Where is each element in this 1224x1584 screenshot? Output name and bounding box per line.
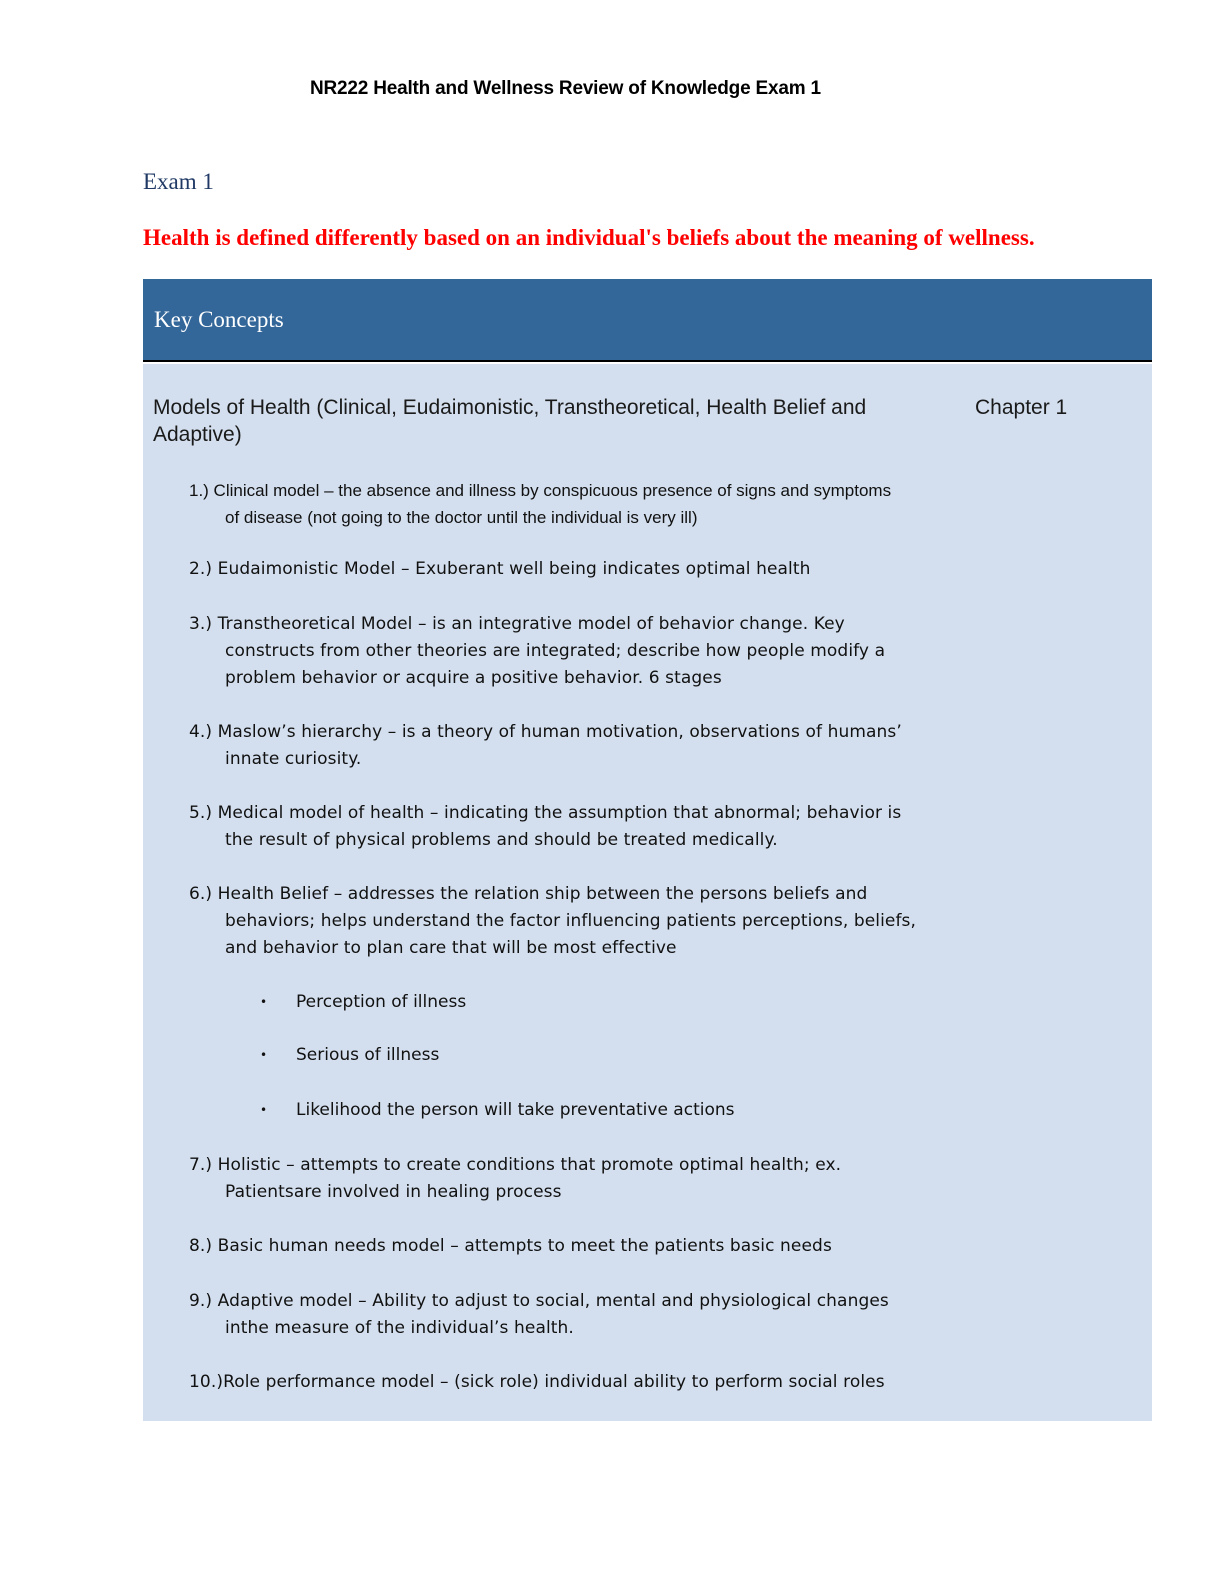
list-item-continuation: inthe measure of the individual’s health.: [225, 1318, 574, 1338]
list-item-continuation: behaviors; helps understand the factor influencing patients perceptions, beliefs, and behavior to plan care that will be most effective: [225, 911, 917, 958]
list-item-first-line: 10.)Role performance model – (sick role) individual ability to perform social roles: [189, 1372, 885, 1392]
list-item-continuation: innate curiosity.: [225, 749, 362, 769]
bullet-icon: •: [260, 1103, 268, 1117]
list-item: [189, 881, 949, 962]
bullet-text: Serious of illness: [296, 1045, 440, 1065]
list-item-first-line: 2.) Eudaimonistic Model – Exuberant well being indicates optimal health: [189, 559, 811, 579]
list-item-first-line: 5.) Medical model of health – indicating the assumption that abnormal; behavior is: [189, 803, 902, 823]
list-item: [189, 556, 949, 583]
list-item-continuation: the result of physical problems and should be treated medically.: [225, 830, 778, 850]
list-item-first-line: 4.) Maslow’s hierarchy – is a theory of human motivation, observations of humans’: [189, 722, 902, 742]
section-title: Models of Health (Clinical, Eudaimonistic, Transtheoretical, Health Belief and Adaptive): [153, 396, 867, 446]
list-item: [189, 1288, 949, 1342]
list-item-continuation: constructs from other theories are integrated; describe how people modify a problem behavior or acquire a positive behavior. 6 stages: [225, 641, 886, 688]
list-item: [189, 1369, 949, 1396]
bullet-icon: •: [260, 995, 268, 1009]
list-item: [189, 1152, 949, 1206]
table-body: [143, 364, 1152, 1421]
list-item: [189, 611, 949, 692]
list-item-first-line: 1.) Clinical model – the absence and illness by conspicuous presence of signs and symptoms: [189, 481, 892, 500]
document-title: NR222 Health and Wellness Review of Knowledge Exam 1: [310, 78, 821, 99]
exam-heading: Exam 1: [143, 169, 214, 194]
list-item-first-line: 9.) Adaptive model – Ability to adjust to social, mental and physiological changes: [189, 1291, 889, 1311]
bullet-text: Likelihood the person will take preventative actions: [296, 1100, 735, 1120]
list-item-first-line: 7.) Holistic – attempts to create conditions that promote optimal health; ex.: [189, 1155, 842, 1175]
health-definition-statement: Health is defined differently based on an individual's beliefs about the meaning of wellness.: [143, 225, 1035, 250]
list-item-first-line: 8.) Basic human needs model – attempts to meet the patients basic needs: [189, 1236, 832, 1256]
list-item: [189, 800, 949, 854]
list-item: [189, 477, 949, 531]
bullet-icon: •: [260, 1048, 268, 1062]
list-item-first-line: 6.) Health Belief – addresses the relation ship between the persons beliefs and: [189, 884, 868, 904]
bullet-text: Perception of illness: [296, 992, 467, 1012]
list-item: [189, 719, 949, 773]
list-item: [189, 1233, 949, 1260]
list-item-first-line: 3.) Transtheoretical Model – is an integrative model of behavior change. Key: [189, 614, 845, 634]
list-item-continuation: Patientsare involved in healing process: [225, 1182, 562, 1202]
chapter-reference: Chapter 1: [975, 396, 1068, 419]
table-header-label: Key Concepts: [154, 307, 284, 332]
table-header: [143, 279, 1152, 362]
list-item-continuation: of disease (not going to the doctor until the individual is very ill): [225, 508, 698, 527]
